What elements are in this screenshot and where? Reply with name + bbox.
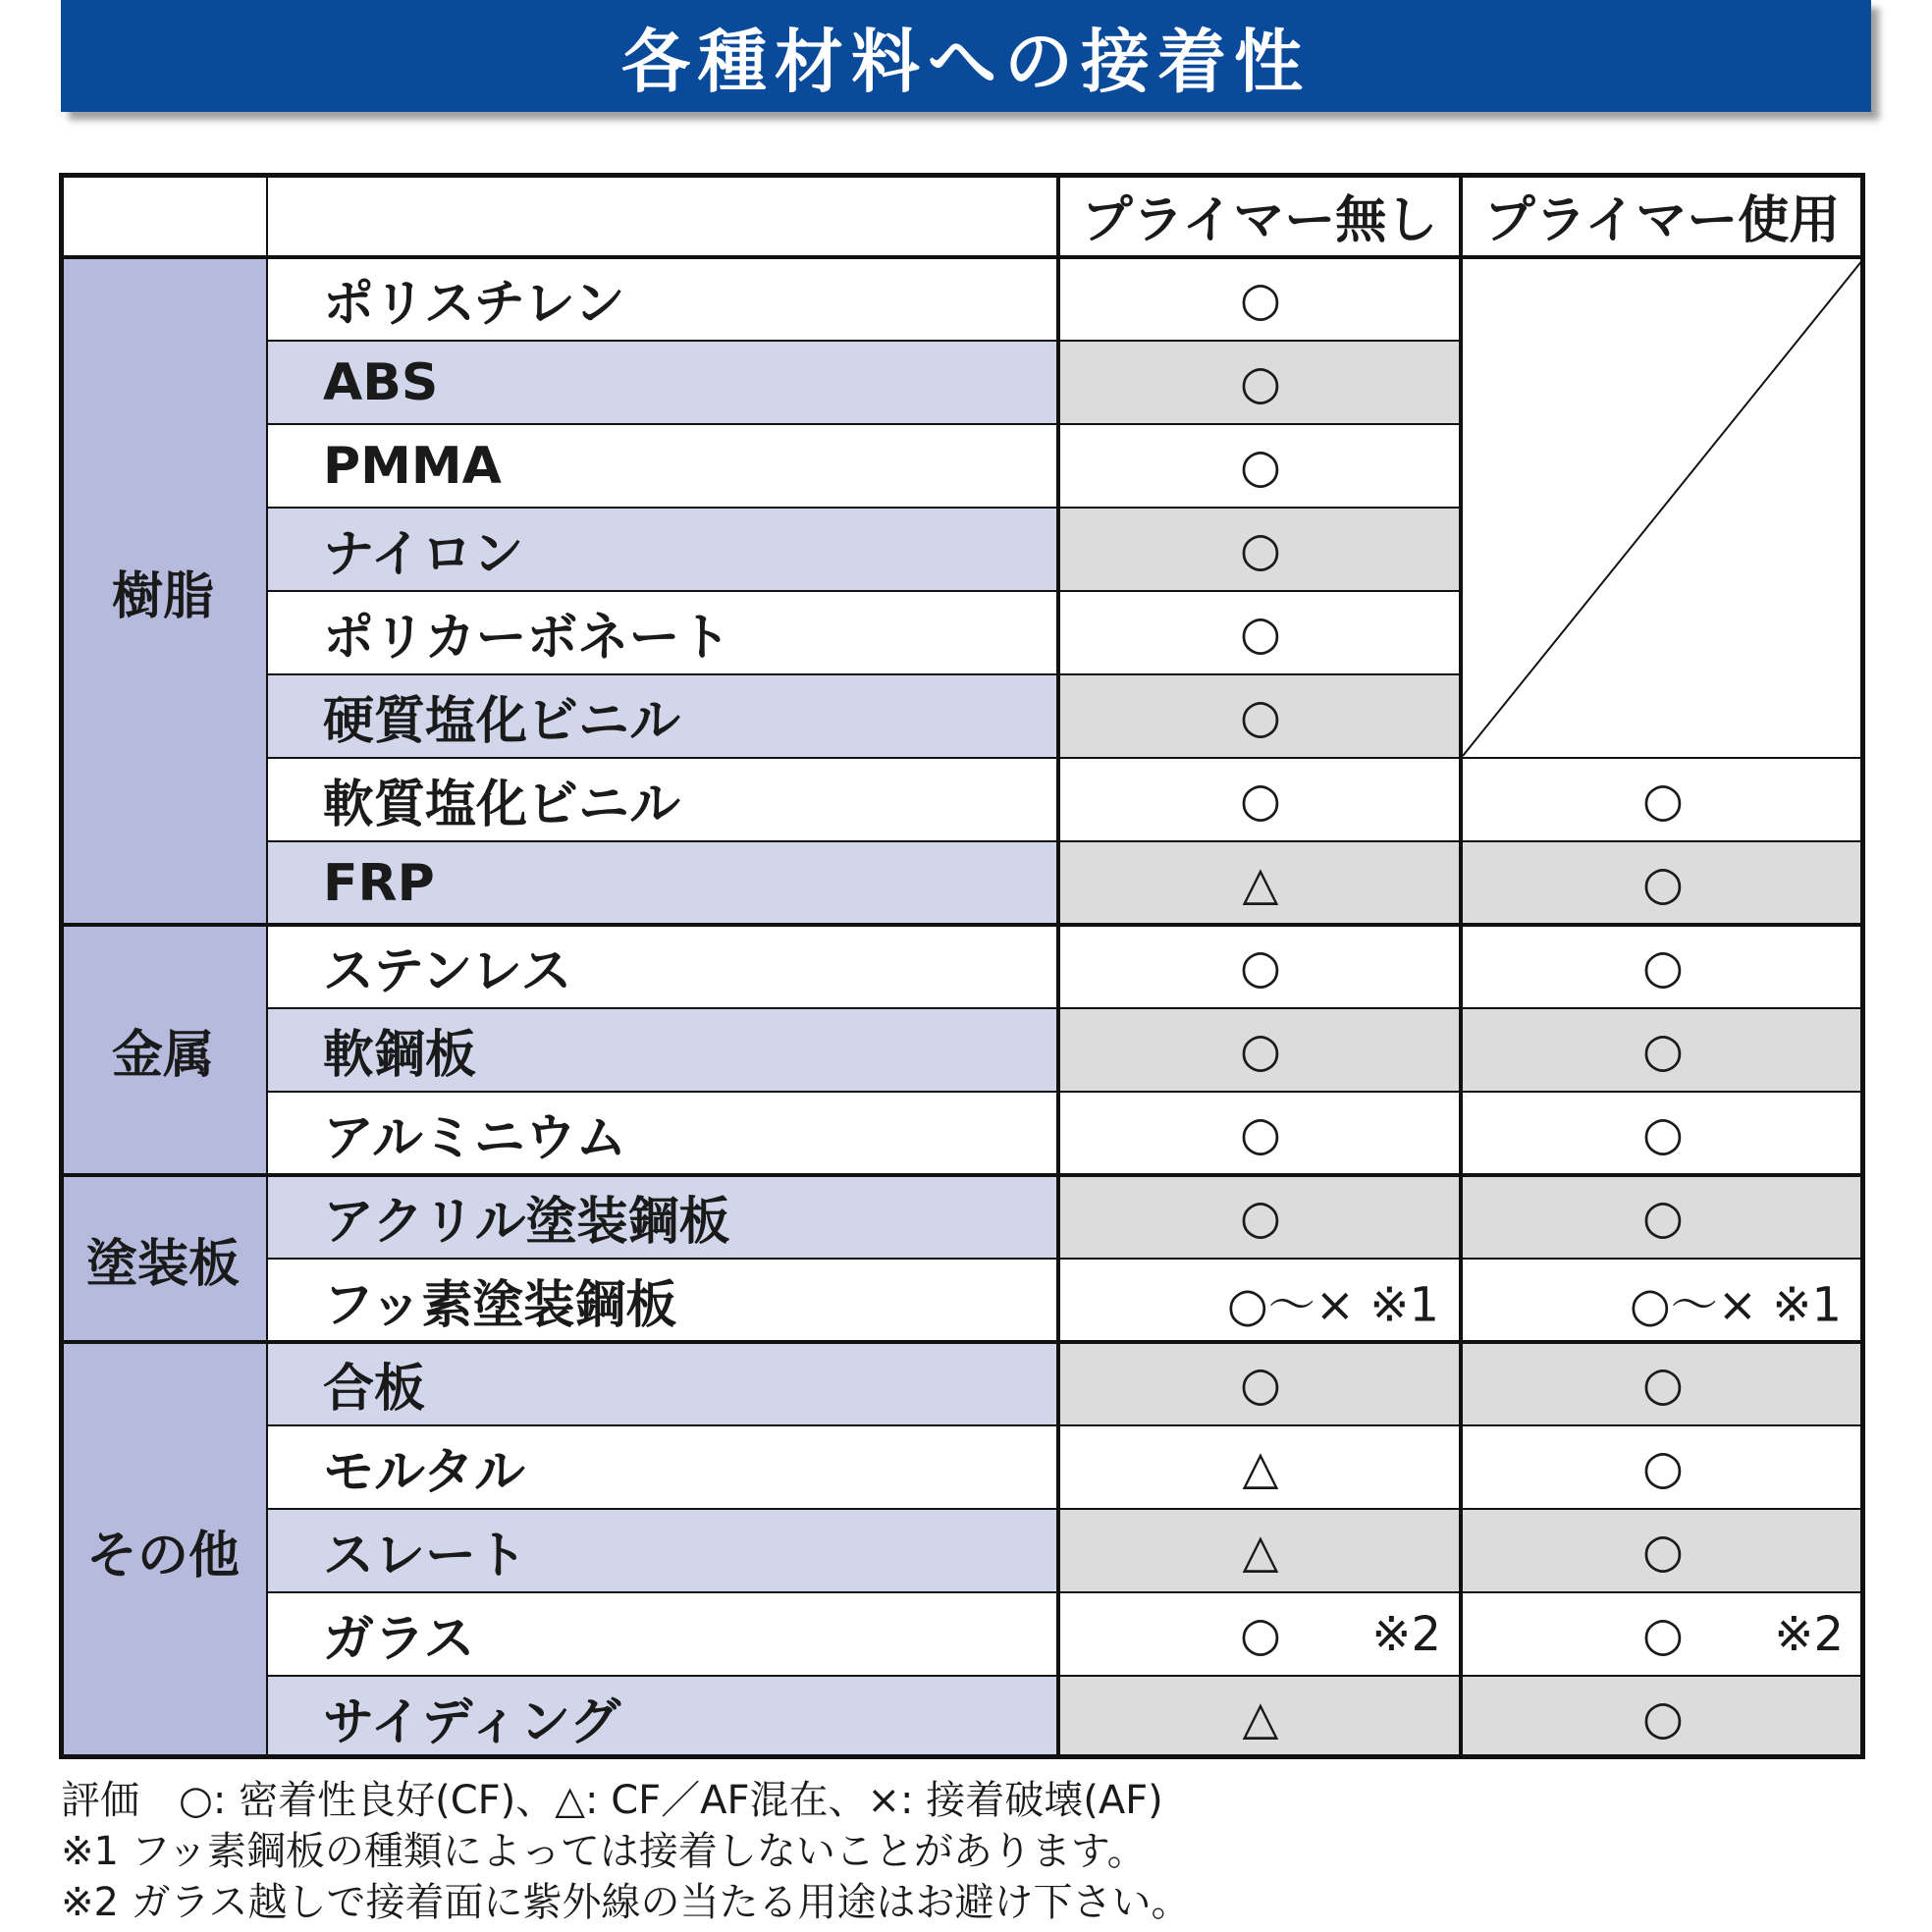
rating-symbol: ○ bbox=[1642, 1439, 1684, 1495]
material-label: 硬質塩化ビニル bbox=[323, 692, 681, 751]
value-primer bbox=[1461, 841, 1865, 925]
rating-symbol: △ bbox=[1242, 855, 1279, 911]
value-no-primer bbox=[1058, 758, 1463, 841]
material-label: ガラス bbox=[323, 1610, 475, 1669]
value-primer bbox=[1461, 1342, 1865, 1425]
header-primer: プライマー使用 bbox=[1483, 190, 1841, 250]
value-no-primer bbox=[1058, 674, 1463, 758]
value-no-primer bbox=[1058, 1509, 1463, 1592]
note-evaluation: 評価 ○: 密着性良好(CF)、△: CF／AF混在、×: 接着破壊(AF) bbox=[61, 1778, 1163, 1823]
value-primer bbox=[1461, 1676, 1865, 1759]
rating-symbol: ○ bbox=[1240, 1356, 1281, 1412]
value-no-primer bbox=[1058, 1676, 1463, 1759]
page-title: 各種材料への接着性 bbox=[621, 21, 1311, 102]
footnote-marker: ※1 bbox=[1772, 1277, 1842, 1332]
material-label: 軟鋼板 bbox=[323, 1026, 477, 1085]
material-label: モルタル bbox=[323, 1443, 525, 1502]
value-primer bbox=[1461, 1092, 1865, 1175]
rating-symbol: ○ bbox=[1642, 1523, 1684, 1579]
material-label: ナイロン bbox=[323, 525, 524, 584]
value-no-primer bbox=[1058, 257, 1463, 341]
header-no-primer: プライマー無し bbox=[1081, 190, 1438, 250]
rating-symbol: ○ bbox=[1240, 1105, 1281, 1161]
material-label: ポリスチレン bbox=[323, 275, 625, 334]
rating-symbol: ○ bbox=[1642, 772, 1684, 828]
rating-symbol: △ bbox=[1242, 1690, 1279, 1745]
value-no-primer bbox=[1058, 1259, 1463, 1342]
material-label: 軟質塩化ビニル bbox=[323, 776, 681, 834]
rating-symbol bbox=[1227, 1266, 1439, 1334]
rating-symbol: ○ bbox=[1240, 1022, 1281, 1078]
rating-symbol: ○ bbox=[1240, 772, 1281, 828]
value-no-primer bbox=[1058, 1008, 1463, 1092]
value-no-primer bbox=[1058, 1425, 1463, 1509]
category-label: 金属 bbox=[111, 1026, 214, 1085]
rating-symbol: ○ bbox=[1240, 354, 1281, 410]
value-primer bbox=[1461, 1259, 1865, 1342]
rating-symbol: ○ bbox=[1642, 1606, 1684, 1662]
value-primer bbox=[1461, 1175, 1865, 1259]
value-primer bbox=[1461, 1509, 1865, 1592]
rating-gap bbox=[1757, 1277, 1772, 1332]
notes bbox=[61, 1775, 1867, 1928]
rating-symbol: ○ bbox=[1642, 1022, 1684, 1078]
value-primer bbox=[1461, 925, 1865, 1008]
value-no-primer bbox=[1058, 424, 1463, 508]
footnote-marker: ※1 bbox=[1369, 1277, 1439, 1332]
rating-gap bbox=[1355, 1277, 1369, 1332]
rating-symbol: ○ bbox=[1642, 855, 1684, 911]
value-no-primer bbox=[1058, 1342, 1463, 1425]
material-label: FRP bbox=[323, 853, 435, 913]
adhesion-table bbox=[59, 173, 1871, 1763]
rating-symbol: ○ bbox=[1240, 939, 1281, 994]
title-banner bbox=[61, 0, 1871, 112]
not-applicable-slash bbox=[1463, 259, 1863, 756]
value-no-primer bbox=[1058, 341, 1463, 424]
rating-symbol: ○ bbox=[1642, 1690, 1684, 1745]
rating-symbol: ○ bbox=[1642, 1189, 1684, 1245]
material-label: スレート bbox=[323, 1527, 528, 1585]
rating-symbol bbox=[1630, 1266, 1842, 1334]
material-label: アルミニウム bbox=[323, 1109, 627, 1168]
value-primer bbox=[1461, 1592, 1865, 1676]
rating-symbol: ○ bbox=[1240, 521, 1281, 577]
rating-symbol: ○ bbox=[1642, 939, 1684, 994]
rating-symbol: △ bbox=[1242, 1439, 1279, 1495]
material-label: フッ素塗装鋼板 bbox=[323, 1276, 677, 1335]
material-label: PMMA bbox=[323, 436, 502, 496]
rating-range: ○～× bbox=[1629, 1277, 1757, 1332]
rating-symbol: ○ bbox=[1240, 438, 1281, 494]
rating-range: ○～× bbox=[1226, 1277, 1355, 1332]
footnote-marker: ※2 bbox=[1774, 1606, 1844, 1662]
value-no-primer bbox=[1058, 841, 1463, 925]
rating-symbol: ○ bbox=[1642, 1105, 1684, 1161]
value-primer bbox=[1461, 1425, 1865, 1509]
value-no-primer bbox=[1058, 925, 1463, 1008]
material-label: ABS bbox=[323, 352, 439, 412]
footnote-marker: ※2 bbox=[1371, 1606, 1441, 1662]
value-no-primer bbox=[1058, 591, 1463, 674]
material-label: ポリカーボネート bbox=[323, 609, 731, 668]
value-primer bbox=[1461, 1008, 1865, 1092]
material-label: サイディング bbox=[323, 1693, 621, 1752]
category-label: 塗装板 bbox=[85, 1234, 240, 1294]
value-no-primer bbox=[1058, 1592, 1463, 1676]
rating-symbol: ○ bbox=[1642, 1356, 1684, 1412]
value-no-primer bbox=[1058, 1092, 1463, 1175]
rating-symbol: ○ bbox=[1240, 1189, 1281, 1245]
value-no-primer bbox=[1058, 1175, 1463, 1259]
material-label: アクリル塗装鋼板 bbox=[323, 1193, 730, 1252]
rating-symbol: ○ bbox=[1240, 605, 1281, 661]
value-no-primer bbox=[1058, 508, 1463, 591]
rating-symbol: ○ bbox=[1240, 1606, 1281, 1662]
rating-symbol: ○ bbox=[1240, 271, 1281, 327]
note-1: ※1 フッ素鋼板の種類によっては接着しないことがあります。 bbox=[61, 1829, 1147, 1874]
note-2: ※2 ガラス越しで接着面に紫外線の当たる用途はお避け下さい。 bbox=[61, 1880, 1191, 1925]
rating-symbol: △ bbox=[1242, 1523, 1279, 1579]
material-label: ステンレス bbox=[323, 942, 572, 1001]
category-label: 樹脂 bbox=[111, 566, 214, 626]
value-primer bbox=[1461, 758, 1865, 841]
material-label: 合板 bbox=[323, 1360, 426, 1419]
category-label: その他 bbox=[85, 1527, 240, 1585]
rating-symbol: ○ bbox=[1240, 688, 1281, 744]
